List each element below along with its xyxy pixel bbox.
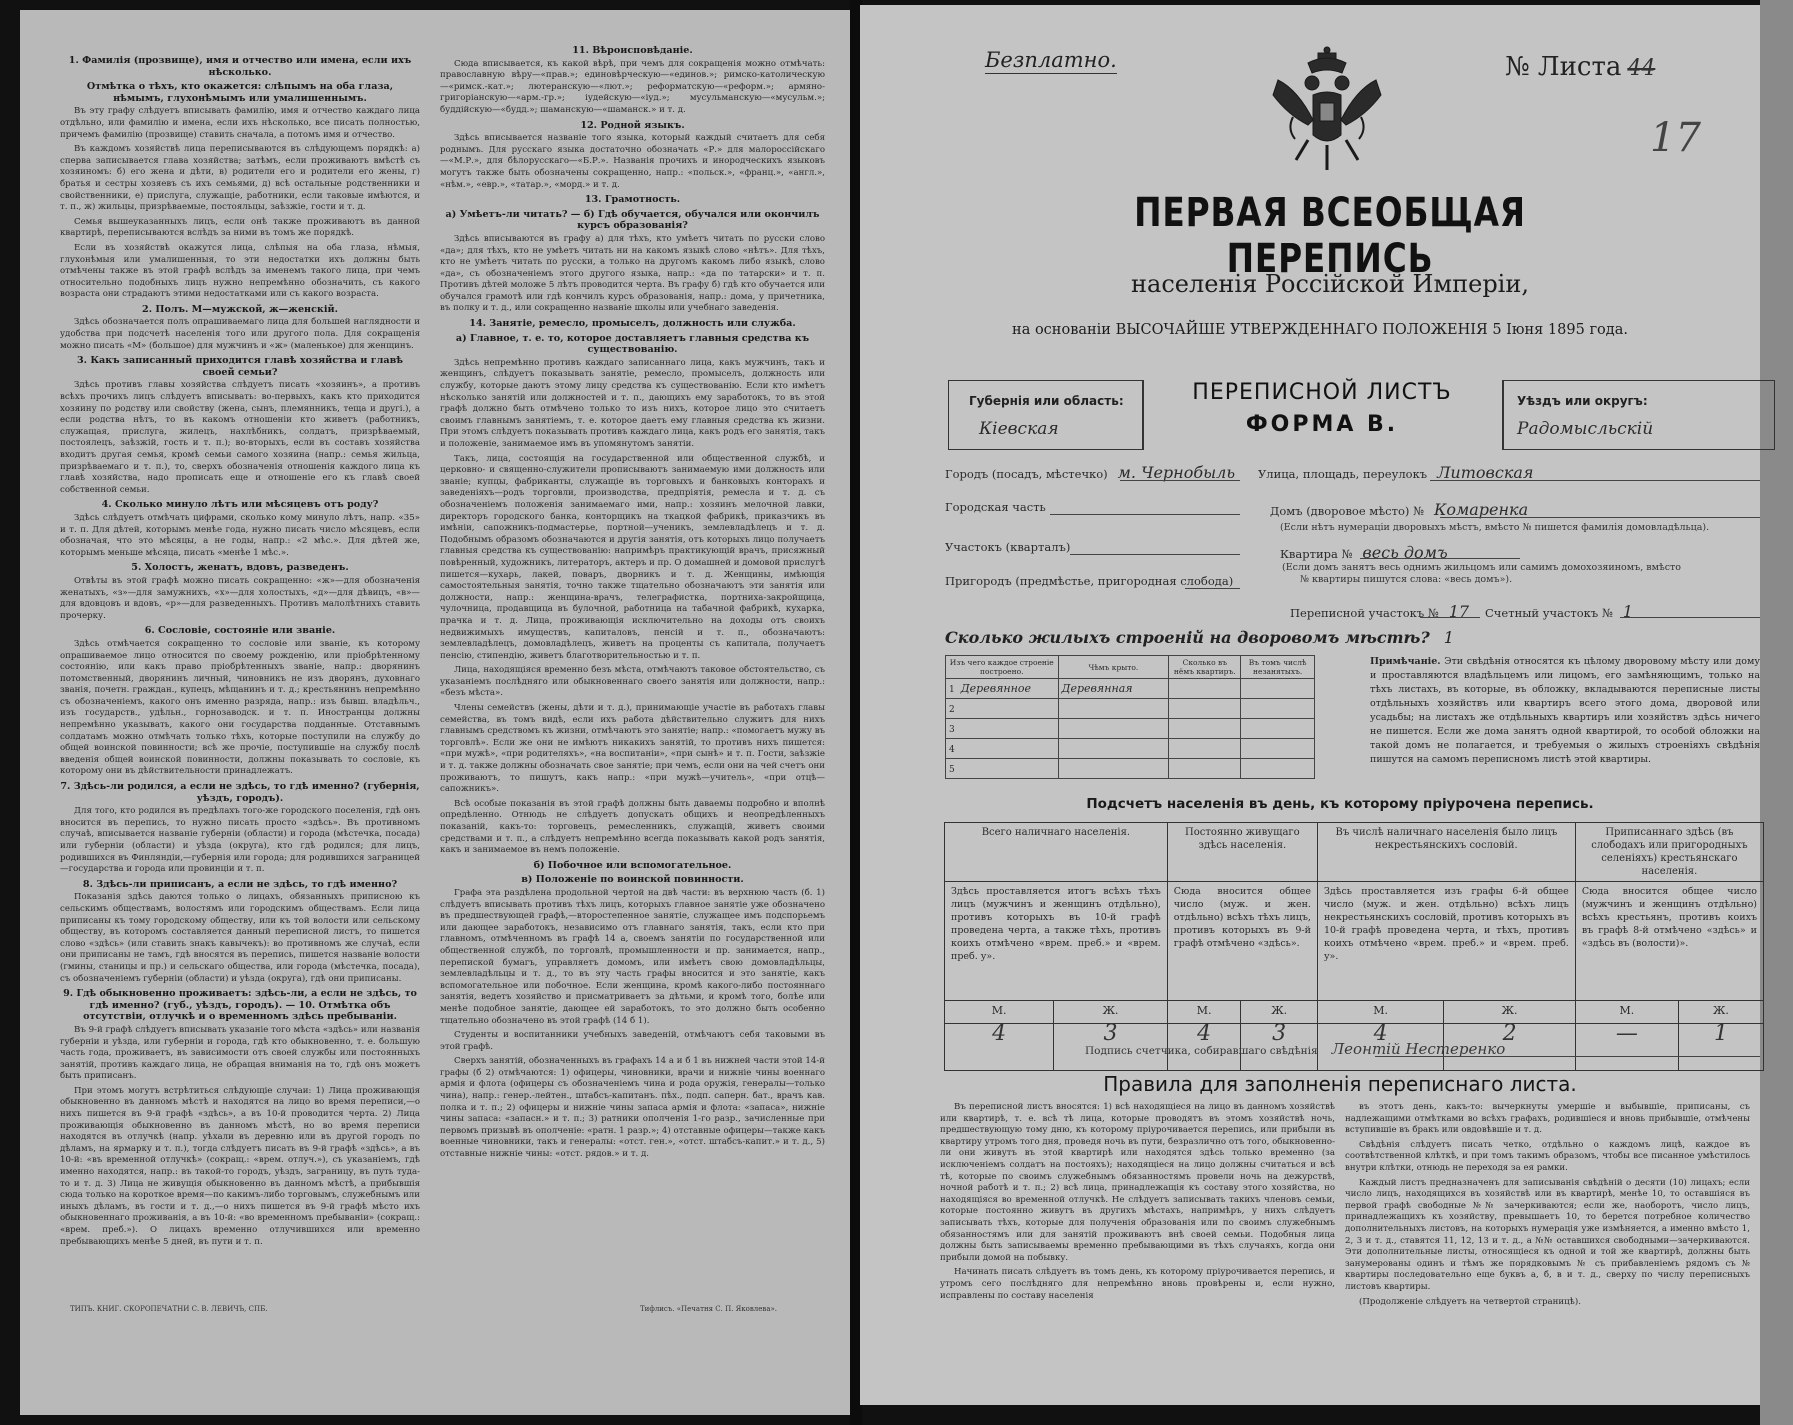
census-district-label: Переписной участокъ №: [1290, 606, 1439, 620]
section-heading: 6. Сословіе, состояніе или званіе.: [144, 625, 336, 637]
census-district-value: 17: [1448, 602, 1470, 621]
form-title: ПЕРЕПИСНОЙ ЛИСТЪ: [1192, 380, 1452, 405]
house-label: Домъ (дворовое мѣсто) №: [1270, 504, 1424, 518]
instruction-paragraph: Въ каждомъ хозяйствѣ лица переписываются въ слѣдующемъ порядкѣ: а) сперва записывается глава хозяйства; затѣмъ, если проживаютъ вмѣстѣ съ хозяиномъ: б) его жена и дѣти, в) родители его и родители его жены, г) братья и сестры хозяевъ съ ихъ семьями, д) всѣ остальные родственники и свойственники, е) прислуга, служащіе, работники, если таковые имѣются, и т. п., ж) жильцы, призрѣваемые, постояльцы, заѣзжіе, гости и т. д.: [60, 144, 420, 213]
f-label: Ж.: [1678, 1001, 1763, 1024]
m-label: М.: [1575, 1001, 1678, 1024]
buildings-row-vacant: [1241, 699, 1315, 719]
house-note: (Если нѣтъ нумераціи дворовыхъ мѣстъ, вмѣсто № пишется фамилія домовладѣльца).: [1280, 522, 1710, 533]
buildings-row-material-value: Деревянное: [960, 682, 1032, 695]
suburb-underline: [1185, 588, 1240, 589]
stacked-pages-edge: [1760, 0, 1793, 1425]
buildings-row-material: [946, 759, 1059, 779]
buildings-row-material: [946, 699, 1059, 719]
instruction-paragraph: Здѣсь обозначается полъ опрашиваемаго лица для большей наглядности и удобства при подсчетѣ населенія того или другого пола. Для сокращенія можно писать «М» (большое) для мужчинъ и «ж» (маленькое) для женщинъ.: [60, 317, 420, 351]
province-value: Кіевская: [979, 419, 1059, 439]
apartment-value: весь домъ: [1362, 543, 1448, 562]
section-heading: 2. Полъ. М—мужской, ж—женскій.: [142, 303, 338, 315]
instruction-paragraph: Здѣсь вписывается названіе того языка, который каждый считаетъ для себя роднымъ. Для русскаго языка достаточно обозначать «Р.» для малороссійскаго—«М.Р.», для бѣлорусскаго—«Б.Р.». Названія прочихъ и инородческихъ языковъ могутъ также быть обозначены сокращенно, напр.: «польск.», «франц.», «англ.», «нѣм.», «евр.», «татар.», «морд.» и т. д.: [440, 133, 825, 190]
section-heading: Отмѣтка о тѣхъ, кто окажется: слѣпымъ на оба глаза, нѣмымъ, глухонѣмымъ или умалишеннымъ.: [86, 81, 394, 104]
province-box: [948, 380, 1143, 450]
town-underline: [1120, 480, 1240, 481]
buildings-table: [945, 655, 1315, 779]
buildings-row-roof: [1058, 759, 1169, 779]
count-desc-row: [945, 882, 1764, 1001]
permanent-female-count: 3: [1241, 1024, 1318, 1071]
district-box: [1502, 380, 1775, 450]
buildings-question-label: Сколько жилыхъ строеній на дворовомъ мѣстѣ?: [945, 628, 1430, 647]
apartment-underline: [1360, 558, 1520, 559]
non-peasant-female-count: 2: [1444, 1024, 1575, 1071]
town-part-underline: [1050, 514, 1240, 515]
district-label: Уѣздъ или округъ:: [1517, 394, 1648, 408]
buildings-answer: 1: [1443, 628, 1454, 647]
buildings-row-apartments: [1169, 699, 1241, 719]
counting-district-field: [1485, 602, 1633, 621]
instruction-paragraph: Сюда вписывается, къ какой вѣрѣ, при чемъ для сокращенія можно отмѣчать: православную вѣру—«прав.»; единовѣрческую—«единов.»; римско-католическую—«римск.-кат.»; лютеранскую—«лют.»; реформатскую—«реформ.»; армяно-григоріанскую—«арм.-гр.»; іудейскую—«іуд.»; мусульманскую—«мусульм.»; буддійскую—«будд.»; шаманскую—«шаманск.» и т. д.: [440, 58, 825, 115]
buildings-header-material: Изъ чего каждое строеніе построено.: [946, 656, 1059, 679]
m-label: М.: [1167, 1001, 1241, 1024]
district-value: Радомысльскій: [1517, 419, 1654, 439]
apartment-field: [1280, 543, 1448, 562]
instruction-paragraph: Въ эту графу слѣдуетъ вписывать фамилію, имя и отчество каждаго лица отдѣльно, или фамилію и имена, если ихъ нѣсколько, все писать полностью, причемъ фамилію (прозвище) ставить сначала, а потомъ имя и отчество.: [60, 106, 420, 140]
instruction-paragraph: Студенты и воспитанники учебныхъ заведеній, отмѣчаютъ себя таковыми въ этой графѣ.: [440, 1030, 825, 1052]
apartment-note-2: № квартиры пишутся слова: «весь домъ»).: [1300, 574, 1513, 585]
suburb-label: Пригородъ (предмѣстье, пригородная слобода): [945, 574, 1234, 588]
buildings-row-apartments: [1169, 759, 1241, 779]
buildings-row: [946, 699, 1315, 719]
instruction-paragraph: Лица, находящіяся временно безъ мѣста, отмѣчаютъ таковое обстоятельство, съ указаніемъ послѣдняго или обыкновеннаго своего занятія или должности, напр.: «безъ мѣста».: [440, 665, 825, 699]
town-part-field: [945, 500, 1046, 514]
legal-basis-line: на основаніи ВЫСОЧАЙШЕ УТВЕРЖДЕННАГО ПОЛОЖЕНІЯ 5 Іюня 1895 года.: [1012, 322, 1628, 338]
buildings-header-vacant: Въ томъ числѣ незанятыхъ.: [1241, 656, 1315, 679]
buildings-header-roof: Чѣмъ крыто.: [1058, 656, 1169, 679]
printer-imprint-left: ТИПЪ. КНИГ. СКОРОПЕЧАТНИ С. В. ЛЕВИЧЪ, СПБ.: [70, 1305, 268, 1313]
counting-district-value: 1: [1622, 602, 1633, 621]
instruction-paragraph: Здѣсь отмѣчается сокращенно то сословіе или званіе, къ которому опрашиваемое лицо относится по своему рожденію, или пріобрѣтенному состоянію, или какъ право пріобрѣтенныхъ званіе, напр.: дворянинъ потомственный, дворянинъ личный, чиновникъ не изъ дворянъ, духовнаго званія, почетн. граждан., купецъ, мѣщанинъ и т. д.; крестьянинъ непремѣнно съ обозначеніемъ, какого онъ именно разряда, напр.: изъ бывш. владѣльч., изъ государств., удѣльн., горнозаводск. и т. п. Иностранцы должны непремѣнно указывать, какого они государства подданные. Отставнымъ солдатамъ можно отмѣчать только тѣхъ, которые поступили на службу до общей воинской повинности; всѣ же прочіе, поступившіе на службу послѣ введенія общей воинской повинности, должны показывать то сословіе, къ которому они въ дѣйствительности принадлежатъ.: [60, 638, 420, 777]
buildings-row: [946, 739, 1315, 759]
non-peasant-male-count: 4: [1317, 1024, 1443, 1071]
instruction-paragraph: Здѣсь слѣдуетъ отмѣчать цифрами, сколько кому минуло лѣтъ, напр. «35» и т. п. Для дѣтей, которымъ менѣе года, нужно писать число мѣсяцевъ, если обозначая, что это мѣсяцы, а не годы, напр.: «2 мѣс.». Для дѣтей же, которымъ меньше мѣсяца, писать «менѣе 1 мѣс.».: [60, 512, 420, 558]
permanent-male-count: 4: [1167, 1024, 1241, 1071]
buildings-row-vacant: [1241, 739, 1315, 759]
f-label: Ж.: [1241, 1001, 1318, 1024]
section-heading: 12. Родной языкъ.: [580, 119, 685, 131]
rules-paragraph: Каждый листъ предназначенъ для записыванія свѣдѣній о десяти (10) лицахъ; если число лицъ, находящихся въ хозяйствѣ или въ квартирѣ, менѣе 10, то оставшіяся въ первой графѣ свободные №№ зачеркиваются; если же, наоборотъ, число лицъ, принадлежащихъ къ хозяйству, превышаетъ 10, то берется потребное количество дополнительныхъ листовъ, на которыхъ нумерація уже измѣняется, а именно вмѣсто 1, 2, 3 и т. д., ставятся 11, 12, 13 и т. д., а №№ оставшихся свободными—зачеркиваются. Эти дополнительные листы, относящіеся къ одной и той же квартирѣ, должны быть занумерованы одинъ и тѣмъ же порядковымъ № съ прибавленіемъ рядомъ съ № квартиры последовательно еще буквъ а, б, в и т. д., сверху по числу переписныхъ листовъ квартиры.: [1345, 1177, 1750, 1292]
section-heading: б) Побочное или вспомогательное.: [533, 859, 732, 871]
buildings-row-roof: Деревянная: [1058, 679, 1169, 699]
census-title: ПЕРВАЯ ВСЕОБЩАЯ ПЕРЕПИСЬ: [1134, 190, 1526, 282]
census-district-underline: [1420, 617, 1480, 618]
box-divider-left: [1142, 380, 1144, 450]
instruction-paragraph: Сверхъ занятій, обозначенныхъ въ графахъ 14 а и б 1 въ нижней части этой 14-й графы (б 2) отмѣчаются: 1) офицеры, чиновники, врачи и нижніе чины военнаго армія и флота (офицеры съ обозначеніемъ чина и рода оружія, генералы—только чина), напр.: генер.-лейтен., штабсъ-капитанъ. пѣх., подп. саперн. бат., врачъ кав. полка и т. п.; 2) офицеры и нижніе чины запаса армія и флота: «запаса», нижніе чины запаса: «запасн.» и т. п.; 3) ратники ополченія 1-го разр., зачисленные при первомъ призывѣ въ ополченіе: «ратн. 1 разр.»; 4) отставные офицеры—также какъ военные чиновники, такъ и генералы: «отст. ген.», «отст. штабсъ-капит.» и т. д., 5) отставные нижніе чины: «отст. рядов.» и т. д.: [440, 1056, 825, 1160]
section-heading: 13. Грамотность.: [584, 194, 681, 206]
peasant-female-count: 1: [1678, 1024, 1763, 1071]
house-underline: [1440, 517, 1760, 518]
buildings-note-label: Примѣчаніе.: [1370, 656, 1441, 667]
count-desc-non-peasant: Здѣсь проставляется изъ графы 6-й общее число (муж. и жен. отдѣльно) всѣхъ лицъ некрестьянскихъ сословій, противъ которыхъ въ 10-й графѣ проведена черта, и тѣхъ, противъ коихъ отмѣчено «врем. преб.» и «врем. преб. у».: [1317, 882, 1575, 1001]
f-label: Ж.: [1444, 1001, 1575, 1024]
buildings-row-apartments: [1169, 739, 1241, 759]
buildings-row-number: 1: [949, 685, 955, 695]
counting-district-underline: [1620, 617, 1760, 618]
signature-value: Леонтій Нестеренко: [1331, 1040, 1506, 1058]
buildings-row-number: 2: [949, 705, 955, 715]
buildings-row-roof: [1058, 699, 1169, 719]
section-label: Участокъ (кварталъ): [945, 540, 1071, 554]
instruction-paragraph: Если въ хозяйствѣ окажутся лица, слѣпыя на оба глаза, нѣмыя, глухонѣмыя или умалишенныя, то эти недостатки ихъ должны быть отмѣчены также въ этой графѣ вслѣдъ за именемъ такого лица, при чемъ относительно подобныхъ лицъ нужно непремѣнно обозначить, съ какого возраста они страдаютъ этими недостатками или съ какого возраста.: [60, 242, 420, 300]
count-desc-peasant: Сюда вносится общее число (мужчинъ и женщинъ отдѣльно) всѣхъ крестьянъ, противъ коихъ въ графѣ 8-й отмѣчено «здѣсь» и «здѣсь въ (волости)».: [1575, 882, 1763, 1001]
rules-paragraph: Свѣдѣнія слѣдуетъ писать четко, отдѣльно о каждомъ лицѣ, каждое въ соотвѣтственной клѣткѣ, и при томъ такимъ образомъ, чтобы все писанное умѣстилось внутри клѣтки, отнюдь не переходя за ея рамки.: [1345, 1139, 1750, 1173]
instruction-paragraph: Семья вышеуказанныхъ лицъ, если онѣ также проживаютъ въ данной квартирѣ, переписываются вслѣдъ за ними въ томъ же порядкѣ.: [60, 216, 420, 239]
signature-underline: [1375, 1056, 1760, 1057]
instruction-paragraph: Члены семействъ (жены, дѣти и т. д.), принимающіе участіе въ работахъ главы семейства, въ томъ видѣ, если ихъ работа дѣйствительно служитъ для нихъ главнымъ средствомъ къ жизни, отмѣчаютъ это занятіе; напр.: «помогаетъ мужу въ торговлѣ». Если же они не имѣютъ никакихъ занятій, то противъ нихъ пишется: «при мужѣ», «при родителяхъ», «на воспитаніи», «при сынѣ» и т. п. Гости, заѣзжіе и т. д. также должны обозначать свое занятіе; при чемъ, если они на чей счетъ они проживаютъ, то пишутъ, какъ напр.: «при мужѣ—учитель», «при отцѣ—сапожникъ».: [440, 703, 825, 795]
buildings-row-roof: [1058, 739, 1169, 759]
buildings-row: [946, 679, 1315, 699]
section-heading: 9. Гдѣ обыкновенно проживаетъ: здѣсь-ли, а если не здѣсь, то гдѣ именно? (губ., уѣздъ, городъ). — 10. Отмѣтка объ отсутствіи, отлучкѣ и о временномъ здѣсь пребываніи.: [63, 988, 417, 1023]
street-label: Улица, площадь, переулокъ: [1258, 467, 1428, 481]
street-underline: [1430, 480, 1760, 481]
count-header-row: [945, 823, 1764, 882]
buildings-row-number: 3: [949, 725, 955, 735]
rules-paragraph: въ этотъ день, какъ-то: вычеркнуты умершіе и выбывшіе, приписаны, съ надлежащими отмѣтками во всѣхъ графахъ, родившіеся и вновь прибывшіе, отмѣчены вступившіе въ бракъ или овдовѣвшіе и т. д.: [1345, 1102, 1750, 1136]
section-heading: 7. Здѣсь-ли родился, а если не здѣсь, то гдѣ именно? (губернія, уѣздъ, городъ).: [60, 781, 420, 804]
buildings-row: [946, 759, 1315, 779]
buildings-row-material: [946, 719, 1059, 739]
instruction-paragraph: Для того, кто родился въ предѣлахъ того-же городского поселенія, гдѣ онъ вносится въ перепись, то нужно писать просто «здѣсь». Въ противномъ случаѣ, вписывается названіе губерніи (области) и города (мѣстечка, посада) или губерніи (области) и уѣзда (округа), кто гдѣ родился; для лицъ, родившихся въ Финляндіи,—губернія или города; для родившихся заграницей—государства и города или провинціи и т. п.: [60, 806, 420, 875]
section-field: [945, 540, 1070, 554]
section-heading: 11. Вѣроисповѣданіе.: [572, 45, 693, 56]
count-header-present: Всего наличнаго населенія.: [945, 823, 1168, 882]
buildings-row-number: 4: [949, 745, 955, 755]
instruction-paragraph: Здѣсь противъ главы хозяйства слѣдуетъ писать «хозяинъ», а противъ всѣхъ прочихъ лицъ слѣдуетъ вписывать: во-первыхъ, какъ кто приходится хозяину по родству или свойству (жена, сынъ, племянникъ, теща и другі.), а если родства нѣтъ, то въ какомъ отношеніи кто живетъ (работникъ, служащая, прислуга, жилецъ, нахлѣбникъ, солдатъ, призрѣваемый, постоялецъ, заѣзжій, гость и т. п.); во-вторыхъ, если въ составъ хозяйства входитъ другая семья, кромѣ семьи самого хозяина (напр.: семья жильца, призрѣваемаго и т. п.), то, сверхъ обозначенія отношенія каждого лица къ главѣ хозяйства, надо прописать еще и отношеніе его къ главѣ своей собственной семьи.: [60, 380, 420, 495]
instruction-paragraph: Такъ, лица, состоящія на государственной или общественной службѣ, и церковно- и священно-служители прописываютъ занимаемую ими должность или званіе; купцы, фабриканты, служащіе въ торговыхъ и банковыхъ конторахъ и заведеніяхъ—родъ торговли, производства, предпріятія, ремесла и т. д. съ обозначеніемъ положенія занимаемаго ими, напр.: хозяинъ мелочной лавки, директоръ городского банка, конторщикъ на ткацкой фабрикѣ, приказчикъ въ имѣніи, сапожникъ-подмастерье, портной—ученикъ, землевладѣлецъ и т. д. Подобнымъ образомъ обозначаются и другія занятія, отъ которыхъ лицо получаетъ главныя средства къ существованію: напримѣръ практикующій врачъ, присяжный повѣренный, художникъ, литераторъ, актеръ и пр. О домашней и домовой прислугѣ пишется—кухарь, лакей, поваръ, дворникъ и т. д. Женщины, имѣющія самостоятельныя занятія, точно также тщательно обозначаютъ эти занятія или должности, напр.: женщина-врачъ, телеграфистка, портниха-закройщица, чулочница, продавщица въ булочной, работница на табачной фабрикѣ, кухарка, прачка и т. д. Лица, проживающія исключительно на доходы отъ своихъ недвижимыхъ имуществъ, капиталовъ, пенсій и т. п., обозначаютъ: землевладѣлецъ, домовладѣлецъ, живетъ на проценты съ капитала, получаетъ пенсію, стипендію, живетъ благотворительностью и т. п.: [440, 453, 825, 661]
buildings-row-apartments: [1169, 679, 1241, 699]
buildings-row-roof: [1058, 719, 1169, 739]
buildings-table-header: [946, 656, 1315, 679]
apartment-note-1: (Если домъ занятъ весь однимъ жильцомъ или самимъ домохозяиномъ, вмѣсто: [1282, 562, 1682, 573]
sheet-number: [1505, 52, 1655, 82]
section-heading: 8. Здѣсь-ли приписанъ, а если не здѣсь, то гдѣ именно?: [82, 878, 398, 890]
instruction-paragraph: Здѣсь вписываются въ графу а) для тѣхъ, кто умѣетъ читать по русски слово «да»; для тѣхъ, кто не умѣетъ читать ни на какомъ языкѣ слово «нѣтъ». Для тѣхъ, кто не умѣетъ читать по русски, а только на другомъ какомъ либо языкѣ, слово «да», съ обозначеніемъ этого другого языка, напр.: «да по татарски» и т. п. Противъ дѣтей моложе 5 лѣтъ проводится черта. Въ графу б) гдѣ кто обучается или обучался грамотѣ или гдѣ кончилъ курсъ образованія, напр.: дома, у причетника, въ полку и т. д., или сокращенно названіе школы или учебнаго заведенія.: [440, 233, 825, 314]
population-count-table: [944, 822, 1764, 1071]
rules-paragraph: (Продолженіе слѣдуетъ на четвертой страницѣ).: [1359, 1296, 1581, 1307]
sheet-number-label: № Листа: [1505, 52, 1622, 82]
instruction-paragraph: Графа эта раздѣлена продольной чертой на двѣ части: въ верхнюю часть (б. 1) слѣдуетъ вписывать противъ тѣхъ лицъ, которыхъ главное занятіе уже обозначено въ предшествующей графѣ,—второстепенное занятіе, служащее имъ подспорьемъ или дающее заработокъ, независимо отъ главнаго занятія, такъ, если кто при главномъ, отмѣченномъ въ графѣ 14 а, своемъ занятіи по государственной или общественной службѣ, по торговлѣ, промышленности и пр. занимается, напр., перепиской бумагъ, управляетъ домомъ, или имѣетъ свою домовладѣльцы, землевладѣльцы и т. д., то въ эту часть графы вносится и это занятіе, какъ вспомогательное или побочное. Если женщина, кромѣ какого-либо постояннаго занятія, ведетъ хозяйство и присматриваетъ за дѣтьми, и кромѣ того, болѣе или менѣе подобное занятіе, дающее ей заработокъ, то это должно быть особенно тщательно обозначено въ этой графѣ (14 б 1).: [440, 887, 825, 1026]
instructions-column-1: [60, 52, 420, 1292]
section-heading: 14. Занятіе, ремесло, промыселъ, должность или служба.: [469, 318, 796, 330]
signature-label: Подпись счетчика, собиравшаго свѣдѣнія: [1085, 1045, 1318, 1057]
province-label: Губернія или область:: [969, 394, 1124, 408]
m-label: М.: [1317, 1001, 1443, 1024]
printer-imprint-right: Тифлисъ. «Печатня С. П. Яковлева».: [640, 1305, 778, 1313]
count-header-non-peasant: Въ числѣ наличнаго населенія было лицъ некрестьянскихъ сословій.: [1317, 823, 1575, 882]
section-heading: 4. Сколько минуло лѣтъ или мѣсяцевъ отъ роду?: [101, 499, 379, 511]
census-district-field: [1290, 602, 1469, 621]
section-heading: 1. Фамилія (прозвище), имя и отчество или имена, если ихъ нѣсколько.: [68, 55, 412, 78]
rules-paragraph: Начинать писать слѣдуетъ въ томъ день, къ которому пріурочивается перепись, и утромъ сего послѣдняго для непремѣнно вновь провѣрены и, если нужно, исправлены по составу населенія: [940, 1267, 1335, 1301]
rules-paragraph: Въ переписной листъ вносятся: 1) всѣ находящіеся на лицо въ данномъ хозяйствѣ или квартирѣ, т. е. всѣ тѣ лица, которые проводятъ въ этомъ хозяйствѣ ночь, предшествующую тому дню, къ которому пріурочивается перепись, или прибыли въ квартиру утромъ того дня, проведя ночь въ пути, безразлично отъ того, обыкновенно-ли они живутъ въ этой квартирѣ или находятся здѣсь только временно (за исключеніемъ солдатъ на постояхъ); находящіеся на лицо должны считаться и всѣ тѣ, которые по своимъ служебнымъ обязанностямъ провели ночь на дежурствѣ, ночной работѣ и т. п.; 2) всѣ лица, принадлежащія къ составу этого хозяйства, но находящіяся во временной отлучкѣ. Не слѣдуетъ записывать такихъ членовъ семьи, которые постоянно живутъ въ другихъ мѣстахъ, напримѣръ, у нихъ слѣдуетъ записывать тѣхъ, которые для полученія образованія или по своимъ служебнымъ обязанностямъ или для занятій проживаютъ внѣ своей семьи. Подобныя лица должны быть записываемы временно пребывающими въ тѣхъ случаяхъ, когда они прибыли домой на побывку.: [940, 1102, 1335, 1263]
rules-column-2: [1345, 1102, 1750, 1322]
instruction-paragraph: Въ 9-й графѣ слѣдуетъ вписывать указаніе того мѣста «здѣсь» или названія губерніи и уѣзда, или губерніи и города, гдѣ кто обыкновенно, т. е. большую часть года, проживаетъ, въ зависимости отъ своей службы или постоянныхъ занятій, противъ каждаго лица, не обращая вниманія на то, гдѣ онъ можетъ быть приписанъ.: [60, 1024, 420, 1082]
instruction-paragraph: Показанія здѣсь даются только о лицахъ, обязанныхъ приписною къ сельскимъ обществамъ, волостямъ или городскимъ обществамъ. Если лица приписаны къ тому городскому обществу, или къ той волости или сельскому обществу, въ которомъ составляется данный переписной листъ, то пишется слово «здѣсь» (или ставить знакъ кавычекъ): во противномъ же случаѣ, если они приписаны не тамъ, гдѣ вносятся въ перепись, пишется названіе волости (гмины, станицы и пр.) и сельскаго общества, или города (мѣстечка, посада), съ обозначеніемъ губерніи (области) и уѣзда (округа), гдѣ они приписаны.: [60, 892, 420, 984]
rules-column-1: [940, 1102, 1335, 1322]
instructions-column-2: [440, 42, 825, 1292]
form-title-box: [1142, 370, 1502, 448]
instruction-paragraph: При этомъ могутъ встрѣтиться слѣдующіе случаи: 1) Лица проживающія обыкновенно въ данномъ мѣстѣ и находятся на лицо во время переписи,—о нихъ пишется въ 9-й графѣ «здѣсь», а въ 10-й проводится черта. 2) Лица проживающія обыкновенно въ данномъ мѣстѣ, но во время переписи находятся въ отлучкѣ (напр. уѣхали въ деревню или въ другой городъ по дѣламъ, на ярмарку и т. п.), тогда слѣдуетъ писать въ 9-й графѣ «здѣсь», а въ 10-й: «въ временной отлучкѣ» (сокращ.: «врем. отлуч.»), съ указаніемъ, гдѣ именно находятся, напр.: въ такой-то городъ, уѣздъ, заграницу, въ путь туда-то и т. д. 3) Лица не живущія обыкновенно въ данномъ мѣстѣ, а прибывшія сюда только на короткое время—по какимъ-либо торговымъ, служебнымъ или иныхъ дѣламъ, въ гости и т. д.,—о нихъ пишется въ 9-й графѣ мѣсто ихъ обыкновеннаго проживанія, а въ 10-й: «во временномъ пребываніи» (сокращ.: «врем. преб.»). О лицахъ временно отлучившихся или временно пребывающихъ менѣе 5 дней, въ пути и т. п.: [60, 1085, 420, 1247]
suburb-field: [945, 574, 1233, 588]
section-heading: 3. Какъ записанный приходится главѣ хозяйства и главѣ своей семьи?: [76, 355, 404, 378]
count-header-permanent: Постоянно живущаго здѣсь населенія.: [1167, 823, 1317, 882]
f-label: Ж.: [1054, 1001, 1168, 1024]
buildings-row: [946, 719, 1315, 739]
instruction-paragraph: Здѣсь непремѣнно противъ каждаго записаннаго лица, какъ мужчинъ, такъ и женщинъ, слѣдуетъ показывать занятіе, ремесло, промыселъ, должность или службу, которые даютъ этому лицу средства къ существованію. Если кто имѣетъ нѣсколько занятій или должностей и т. п., дающихъ ему заработокъ, то въ этой графѣ должно быть отмѣчено только то изъ нихъ, которое лицо это считаетъ своимъ главнымъ занятіемъ, т. е. которое даетъ ему главныя средства къ жизни. При этомъ слѣдуетъ показывать противъ каждаго лица, какъ родъ его занятія, такъ и положеніе, занимаемое имъ въ упомянутомъ занятіи.: [440, 357, 825, 449]
imperial-eagle-emblem: [1268, 45, 1386, 175]
buildings-row-material: [946, 679, 1059, 699]
present-female-count: 3: [1054, 1024, 1168, 1071]
section-underline: [1070, 554, 1240, 555]
apartment-label: Квартира №: [1280, 547, 1353, 561]
buildings-note-text: Эти свѣдѣнія относятся къ цѣлому дворовому мѣсту или дому и проставляются владѣльцемъ или лицомъ, его замѣняющимъ, только на тѣхъ листахъ, въ которые, въ обложку, вкладываются переписные листы отдѣльныхъ хозяйствъ или квартиръ всего этого дома, дворовой или усадьбы; на листахъ же отдѣльныхъ квартиръ или хозяйствъ здѣсь ничего не пишется. Если же дома занятъ одной квартирой, то особой обложки на такой домъ не полагается, и требуемыя о жилыхъ строеніяхъ свѣдѣнія пишутся на самомъ переписномъ листѣ этой квартиры.: [1370, 656, 1760, 765]
buildings-row-vacant: [1241, 679, 1315, 699]
section-heading: а) Главное, т. е. то, которое доставляетъ главныя средства къ существованію.: [455, 332, 810, 356]
present-male-count: 4: [945, 1024, 1054, 1071]
free-of-charge-label: Безплатно.: [985, 48, 1117, 72]
peasant-male-count: —: [1575, 1024, 1678, 1071]
rules-title: Правила для заполненія переписнаго листа.: [1103, 1072, 1577, 1096]
count-sex-row: [945, 1001, 1764, 1024]
buildings-row-vacant: [1241, 759, 1315, 779]
buildings-note: [1370, 655, 1760, 767]
house-value: Комаренка: [1433, 500, 1529, 519]
count-desc-present: Здѣсь проставляется итогъ всѣхъ тѣхъ лицъ (мужчинъ и женщинъ отдѣльно), противъ которыхъ въ 10-й графѣ проведена черта, а также тѣхъ, противъ коихъ отмѣчено «врем. преб.» и «врем. преб. у».: [945, 882, 1168, 1001]
instruction-paragraph: Всѣ особые показанія въ этой графѣ должны быть даваемы подробно и вполнѣ опредѣленно. Отнюдь не слѣдуетъ допускать общихъ и неопредѣленныхъ показаній, какъ-то: торговецъ, ремесленникъ, служащій, живетъ своими средствами и т. п., а слѣдуетъ непремѣнно всегда показывать какой родъ занятія, какъ и занимаемое въ немъ положеніе.: [440, 798, 825, 856]
form-subtitle: ФОРМА В.: [1245, 412, 1399, 437]
street-value: Литовская: [1437, 463, 1534, 482]
town-value: м. Чернобыль: [1117, 463, 1236, 482]
instruction-paragraph: Отвѣты въ этой графѣ можно писать сокращенно: «ж»—для обозначенія женатыхъ, «з»—для замужнихъ, «х»—для холостыхъ, «д»—для дѣвицъ, «в»—для вдовцовъ и вдовъ, «р»—для разведенныхъ. Противъ малолѣтнихъ ставить прочерку.: [60, 575, 420, 621]
counting-district-label: Счетный участокъ №: [1485, 606, 1613, 620]
section-heading: а) Умѣетъ-ли читать? — б) Гдѣ обучается, обучался или окончилъ курсъ образованія?: [445, 208, 820, 232]
handwritten-corner-number: 17: [1650, 115, 1701, 161]
town-part-label: Городская часть: [945, 500, 1046, 514]
buildings-row-apartments: [1169, 719, 1241, 739]
population-count-title: Подсчетъ населенія въ день, къ которому пріурочена перепись.: [1086, 796, 1594, 812]
buildings-row-material: [946, 739, 1059, 759]
buildings-row-vacant: [1241, 719, 1315, 739]
count-desc-permanent: Сюда вносится общее число (муж. и жен. отдѣльно) всѣхъ тѣхъ лицъ, противъ которыхъ въ 9-й графѣ отмѣчено «здѣсь».: [1167, 882, 1317, 1001]
buildings-question: [945, 628, 1454, 647]
census-subtitle: населенія Россійской Имперіи,: [1131, 270, 1529, 298]
town-label: Городъ (посадъ, мѣстечко): [945, 467, 1108, 481]
buildings-row-number: 5: [949, 765, 955, 775]
buildings-header-apartments: Сколько въ нёмъ квартиръ.: [1169, 656, 1241, 679]
sheet-number-value: 44: [1627, 56, 1656, 81]
section-heading: в) Положеніе по воинской повинности.: [521, 874, 744, 886]
m-label: М.: [945, 1001, 1054, 1024]
count-header-peasant: Приписаннаго здѣсь (въ слободахъ или пригородныхъ селеніяхъ) крестьянскаго населенія.: [1575, 823, 1763, 882]
section-heading: 5. Холостъ, женатъ, вдовъ, разведенъ.: [131, 562, 349, 574]
